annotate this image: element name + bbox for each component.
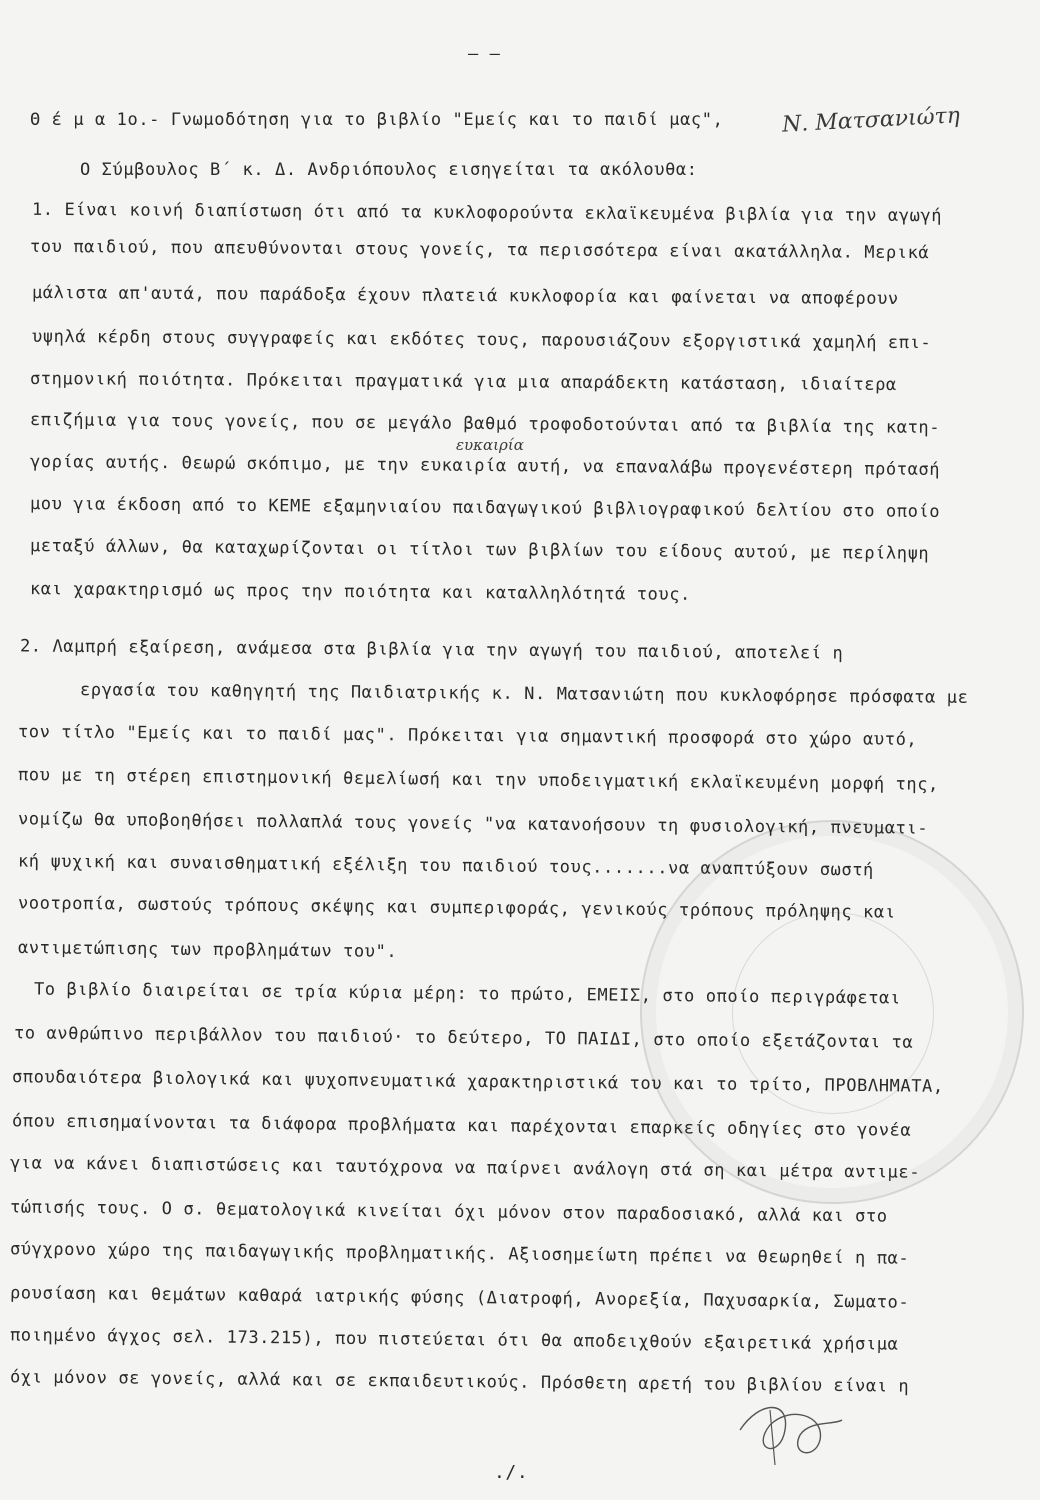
para1-line: 1. Είναι κοινή διαπίστωση ότι από τα κυκλοφορούντα εκλαϊκευμένα βιβλία για την αγωγή <box>31 199 943 227</box>
para2-line: νοοτροπία, σωστούς τρόπους σκέψης και συμπεριφοράς, γενικούς τρόπους πρόληψης και <box>17 893 896 923</box>
handwritten-signature <box>730 1390 850 1470</box>
para3-line: ρουσίαση και θεμάτων καθαρά ιατρικής φύσης (Διατροφή, Ανορεξία, Παχυσαρκία, Σωματο- <box>9 1283 910 1313</box>
para3-line: Το βιβλίο διαιρείται σε τρία κύρια μέρη: το πρώτο, ΕΜΕΙΣ, στο οποίο περιγράφεται <box>33 979 901 1009</box>
handwritten-correction: ευκαιρία <box>456 436 524 454</box>
para2-line: που με τη στέρεη επιστημονική θεμελίωσή και την υποδειγματική εκλαϊκευμένη μορφή της, <box>17 765 940 795</box>
para1-line: στημονική ποιότητα. Πρόκειται πραγματικά για μια απαράδεκτη κατάσταση, ιδιαίτερα <box>29 368 897 396</box>
para2-line: αντιμετώπισης των προβλημάτων του". <box>17 938 398 962</box>
handwritten-author-name: Ν. Ματσανιώτη <box>781 103 961 138</box>
intro-line: Ο Σύμβουλος Β΄ κ. Δ. Ανδριόπουλος εισηγείται τα ακόλουθα: <box>80 160 698 180</box>
para3-line: τώπισής τους. Ο σ. θεματολογικά κινείται όχι μόνον στον παραδοσιακό, αλλά και στο <box>9 1197 888 1227</box>
para3-line: όπου επισημαίνονται τα διάφορα προβλήματα και παρέχονται επαρκείς οδηγίες στο γονέα <box>11 1111 912 1141</box>
para3-line: σπουδαιότερα βιολογικά και ψυχοπνευματικά χαρακτηριστικά του και το τρίτο, ΠΡΟΒΛΗΜΑΤΑ, <box>11 1067 944 1097</box>
para3-line: όχι μόνον σε γονείς, αλλά και σε εκπαιδευτικούς. Πρόσθετη αρετή του βιβλίου είναι η <box>9 1367 910 1397</box>
para2-line: εργασία του καθηγητή της Παιδιατρικής κ. Ν. Ματσανιώτη που κυκλοφόρησε πρόσφατα με <box>79 680 969 708</box>
para1-line: μεταξύ άλλων, θα καταχωρίζονται οι τίτλοι των βιβλίων του είδους αυτού, με περίληψη <box>29 536 930 564</box>
para1-line: μου για έκδοση από το ΚΕΜΕ εξαμηνιαίου παιδαγωγικού βιβλιογραφικού δελτίου στο οποίο <box>29 494 941 522</box>
para3-line: σύγχρονο χώρο της παιδαγωγικής προβληματικής. Αξιοσημείωτη πρέπει να θεωρηθεί η πα- <box>9 1239 910 1269</box>
para3-line: το ανθρώπινο περιβάλλον του παιδιού· το δεύτερο, ΤΟ ΠΑΙΔΙ, στο οποίο εξετάζονται τα <box>13 1023 914 1053</box>
para2-line: 2. Λαμπρή εξαίρεση, ανάμεσα στα βιβλία για την αγωγή του παιδιού, αποτελεί η <box>19 636 844 664</box>
para2-line: νομίζω θα υποβοηθήσει πολλαπλά τους γονείς "να κατανοήσουν τη φυσιολογική, πνευματι- <box>17 809 929 839</box>
para3-line: για να κάνει διαπιστώσεις και ταυτόχρονα να παίρνει ανάλογη στά ση και μέτρα αντιμε- <box>9 1153 921 1183</box>
para1-line: του παιδιού, που απευθύνονται στους γονείς, τα περισσότερα είναι ακατάλληλα. Μερικά <box>29 236 930 264</box>
document-title: Θ έ μ α 1ο.- Γνωμοδότηση για το βιβλίο "Εμείς και το παιδί μας", <box>30 110 724 130</box>
para1-line: επιζήμια για τους γονείς, που σε μεγάλο βαθμό τροφοδοτούνται από τα βιβλία της κατη- <box>29 410 941 438</box>
para2-line: τον τίτλο "Εμείς και το παιδί μας". Πρόκειται για σημαντική προσφορά στο χώρο αυτό, <box>17 722 918 750</box>
para1-line: υψηλά κέρδη στους συγγραφείς και εκδότες τους, παρουσιάζουν εξοργιστικά χαμηλή επι- <box>31 326 932 354</box>
para1-line: μάλιστα απ'αυτά, που παράδοξα έχουν πλατειά κυκλοφορία και φαίνεται να αποφέρουν <box>31 282 899 310</box>
page-continuation-mark: ./. <box>494 1462 529 1483</box>
para3-line: ποιημένο άγχος σελ. 173.215), που πιστεύεται ότι θα αποδειχθούν εξαιρετικά χρήσιμα <box>9 1325 899 1355</box>
para1-line: γορίας αυτής. Θεωρώ σκόπιμο, με την ευκαιρία αυτή, να επαναλάβω προγενέστερη πρότασή <box>29 452 941 480</box>
header-dashes: – – <box>468 44 501 64</box>
para2-line: κή ψυχική και συναισθηματική εξέλιξη του παιδιού τους.......να αναπτύξουν σωστή <box>17 851 875 881</box>
para1-line: και χαρακτηρισμό ως προς την ποιότητα και καταλληλότητά τους. <box>29 579 692 605</box>
